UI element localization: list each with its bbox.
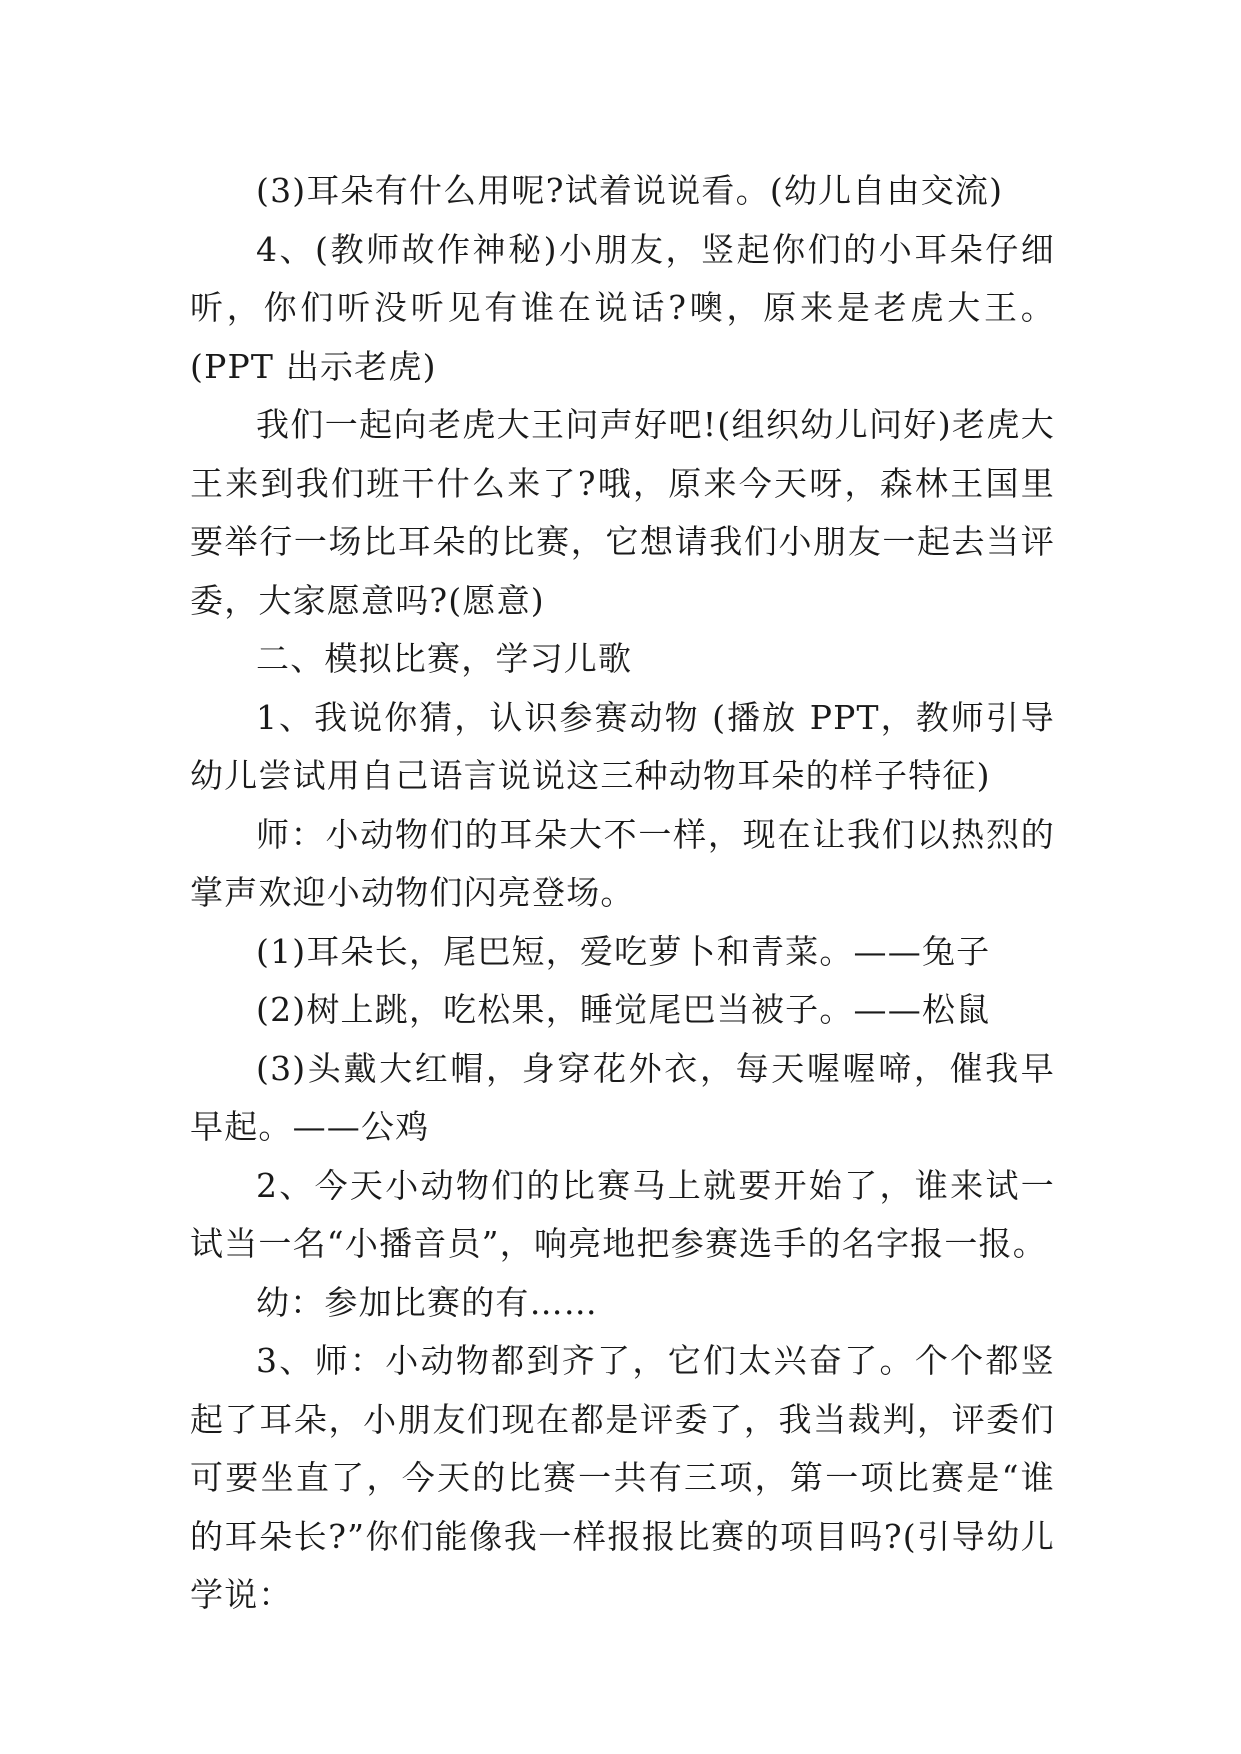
riddle-rabbit: (1)耳朵长，尾巴短，爱吃萝卜和青菜。——兔子	[256, 931, 991, 971]
paragraph-guess-animals: 1、我说你猜，认识参赛动物 (播放 PPT，教师引导幼儿尝试用自己语言说说这三种动物耳朵的样子特征)	[190, 697, 1055, 795]
paragraph-tiger-intro: 4、(教师故作神秘)小朋友，竖起你们的小耳朵仔细听，你们听没听见有谁在说话?噢，原来是老虎大王。(PPT 出示老虎)	[190, 229, 1055, 386]
paragraph-competition: 3、师：小动物都到齐了，它们太兴奋了。个个都竖起了耳朵，小朋友们现在都是评委了，我当裁判，评委们可要坐直了，今天的比赛一共有三项，第一项比赛是“谁的耳朵长?”你们能像我一样报报比赛的项目吗?(引导幼儿学说：	[190, 1341, 1055, 1614]
paragraph-children-reply: 幼：参加比赛的有……	[256, 1282, 598, 1322]
paragraph-welcome: 师：小动物们的耳朵大不一样，现在让我们以热烈的掌声欢迎小动物们闪亮登场。	[190, 814, 1055, 912]
paragraph-announcer: 2、今天小动物们的比赛马上就要开始了，谁来试一试当一名“小播音员”，响亮地把参赛选手的名字报一报。	[190, 1165, 1055, 1263]
riddle-squirrel: (2)树上跳，吃松果，睡觉尾巴当被子。——松鼠	[256, 990, 991, 1029]
paragraph-ear-use: (3)耳朵有什么用呢?试着说说看。(幼儿自由交流)	[256, 171, 1004, 210]
document-body	[190, 162, 1055, 1625]
riddle-rooster: (3)头戴大红帽，身穿花外衣，每天喔喔啼，催我早早起。——公鸡	[190, 1048, 1055, 1146]
section-heading: 二、模拟比赛，学习儿歌	[256, 639, 633, 678]
paragraph-greet-tiger: 我们一起向老虎大王问声好吧!(组织幼儿问好)老虎大王来到我们班干什么来了?哦，原来今天呀，森林王国里要举行一场比耳朵的比赛，它想请我们小朋友一起去当评委，大家愿意吗?(愿意)	[190, 405, 1055, 620]
